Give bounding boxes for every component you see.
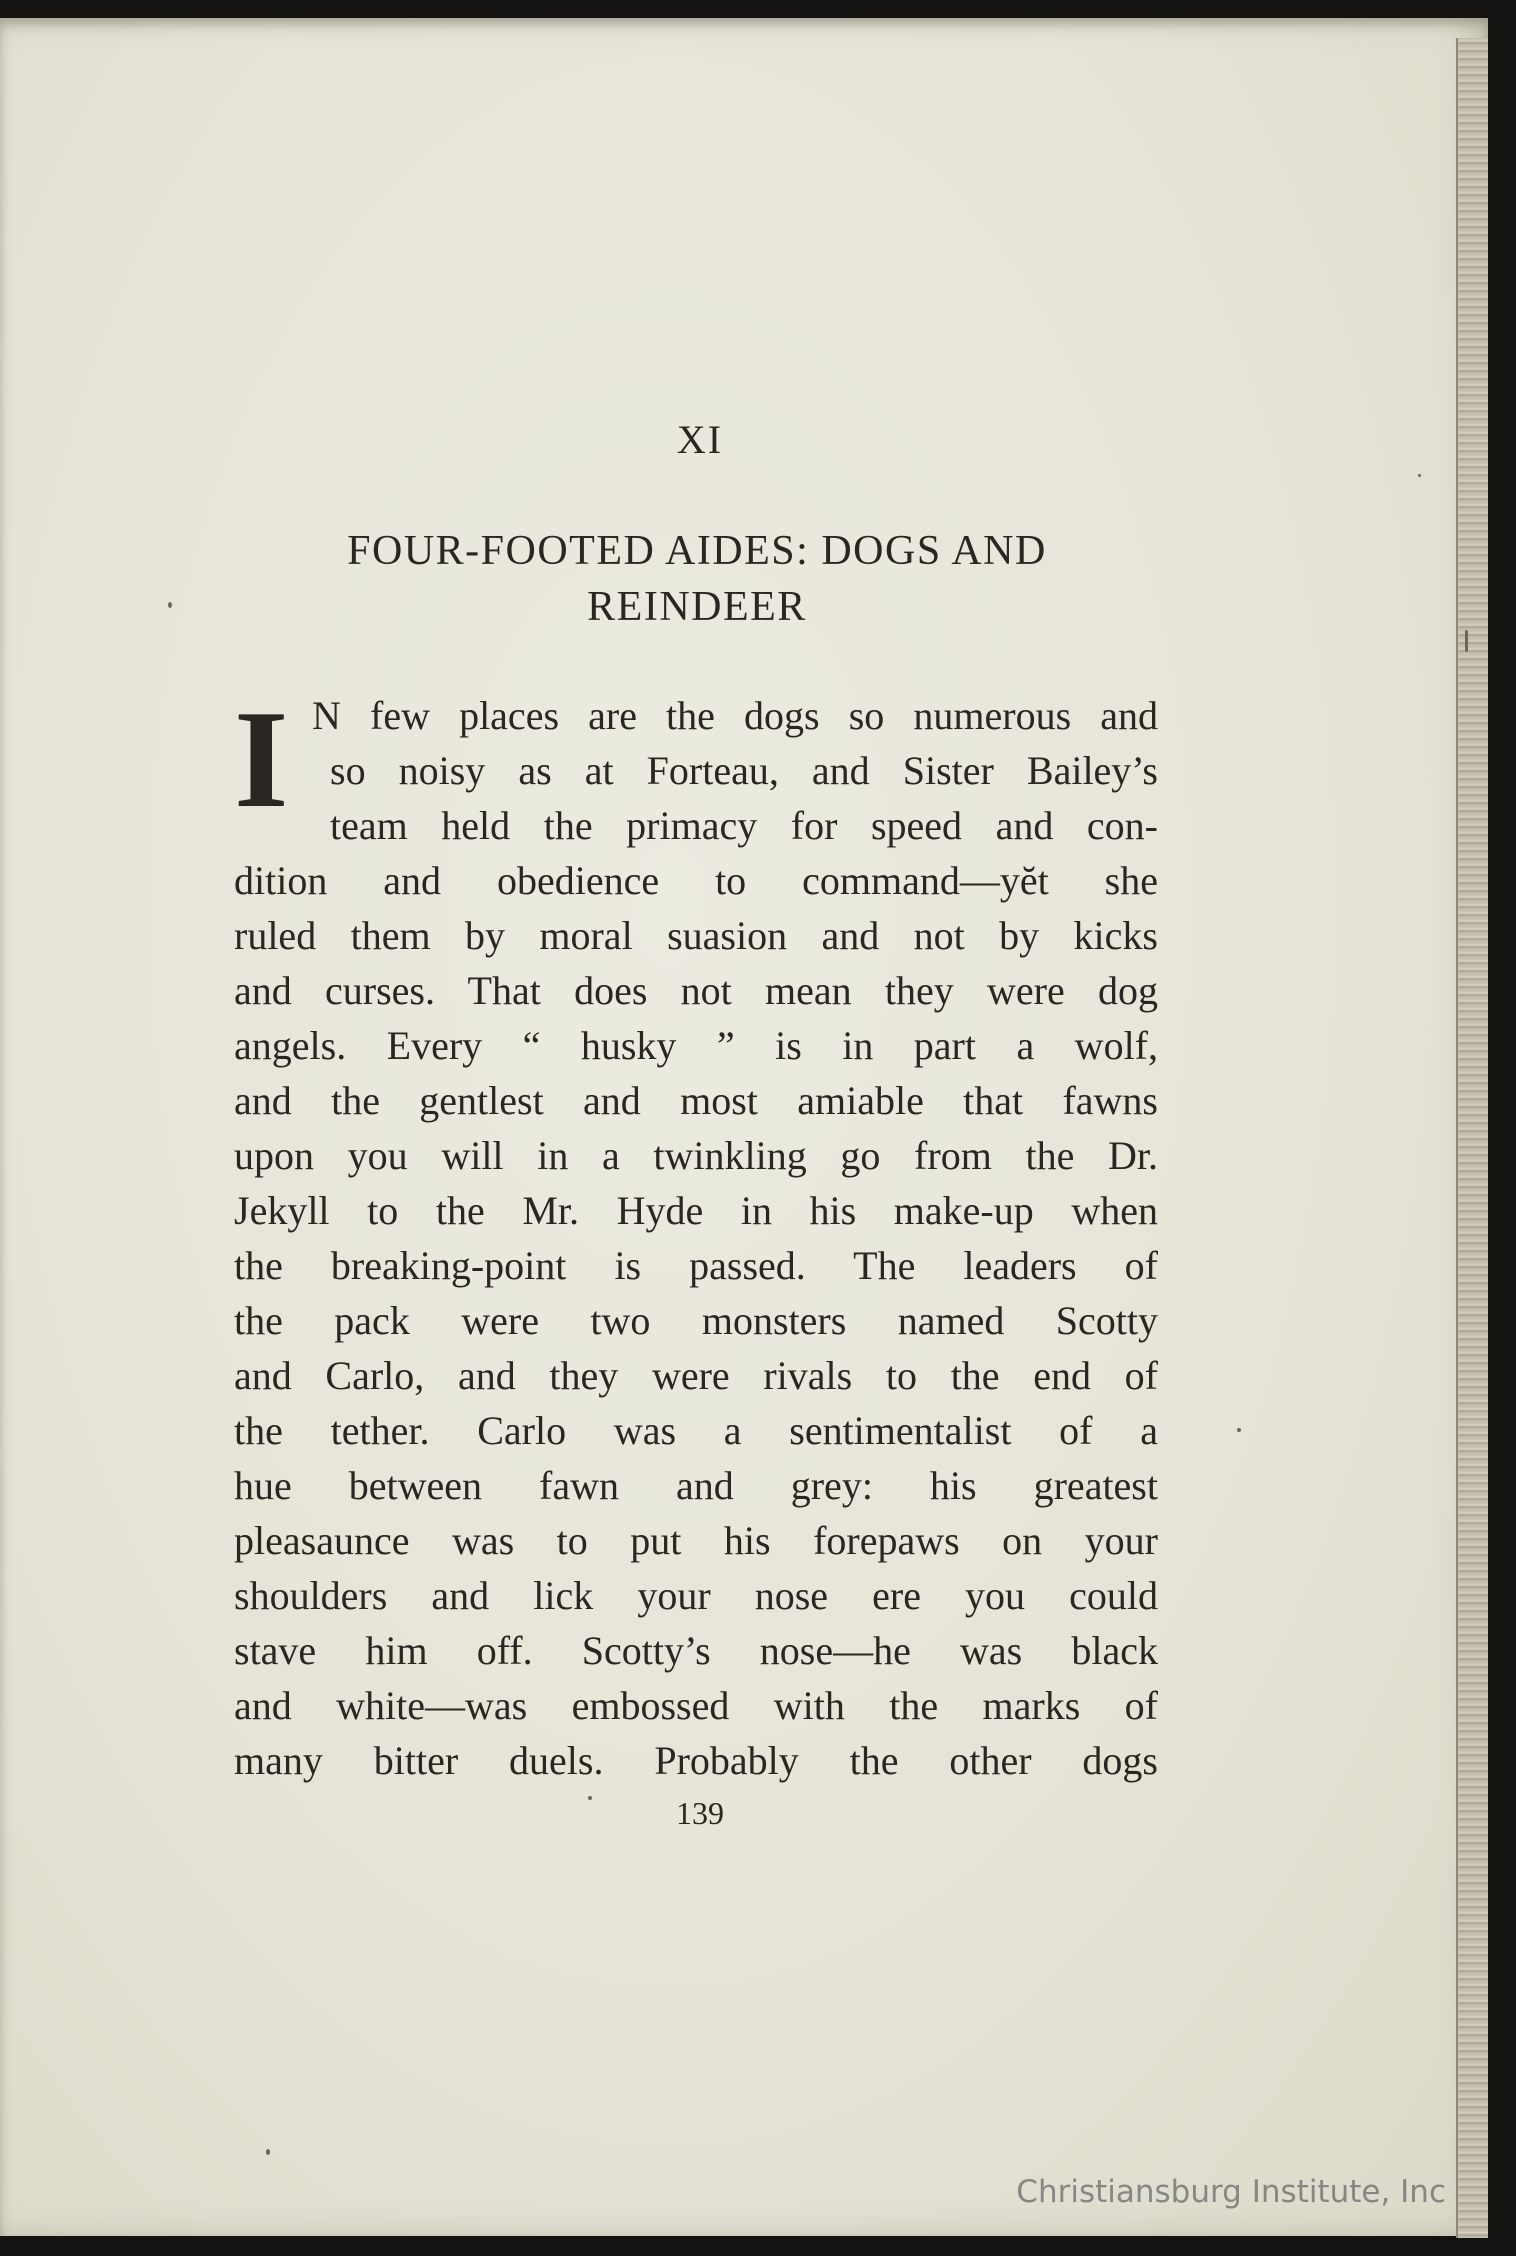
- text-line: ruled them by moral suasion and not by kicks: [234, 913, 1158, 958]
- text-line: pleasaunce was to put his forepaws on your: [234, 1518, 1158, 1563]
- text-line: angels. Every “ husky ” is in part a wolf,: [234, 1023, 1158, 1068]
- paper-speck: [168, 602, 172, 608]
- paper-speck: [1465, 630, 1468, 652]
- text-line: hue between fawn and grey: his greatest: [234, 1463, 1158, 1508]
- text-line: the pack were two monsters named Scotty: [234, 1298, 1158, 1343]
- text-line: many bitter duels. Probably the other dogs: [234, 1738, 1158, 1783]
- text-line: and curses. That does not mean they were dog: [234, 968, 1158, 1013]
- watermark: Christiansburg Institute, Inc: [1016, 2174, 1446, 2210]
- paper-speck: [266, 2149, 270, 2155]
- text-line: Jekyll to the Mr. Hyde in his make-up when: [234, 1188, 1158, 1233]
- text-line: and the gentlest and most amiable that fawns: [234, 1078, 1158, 1123]
- text-line: shoulders and lick your nose ere you could: [234, 1573, 1158, 1618]
- chapter-number: XI: [676, 417, 724, 462]
- paper-page: [0, 18, 1488, 2236]
- text-line: so noisy as at Forteau, and Sister Bailey’s: [330, 748, 1158, 793]
- text-line: upon you will in a twinkling go from the Dr.: [234, 1133, 1158, 1178]
- text-line: dition and obedience to command—yĕt she: [234, 858, 1158, 903]
- paper-speck: [1237, 1428, 1241, 1432]
- page-edge: [1456, 38, 1488, 2238]
- text-line: the tether. Carlo was a sentimentalist of a: [234, 1408, 1158, 1453]
- text-line: stave him off. Scotty’s nose—he was black: [234, 1628, 1158, 1673]
- text-line: team held the primacy for speed and con-: [330, 803, 1158, 848]
- paper-speck: [588, 1796, 592, 1800]
- text-line: the breaking-point is passed. The leaders of: [234, 1243, 1158, 1288]
- text-line: and white—was embossed with the marks of: [234, 1683, 1158, 1728]
- paper-speck: [1418, 474, 1421, 477]
- text-line: and Carlo, and they were rivals to the end of: [234, 1353, 1158, 1398]
- chapter-title: FOUR-FOOTED AIDES: DOGS AND REINDEER: [347, 528, 1047, 630]
- page-number: 139: [676, 1795, 724, 1831]
- text-line: N few places are the dogs so numerous and: [312, 693, 1158, 738]
- chapter-body: [234, 682, 1158, 1788]
- drop-cap: I: [234, 682, 289, 837]
